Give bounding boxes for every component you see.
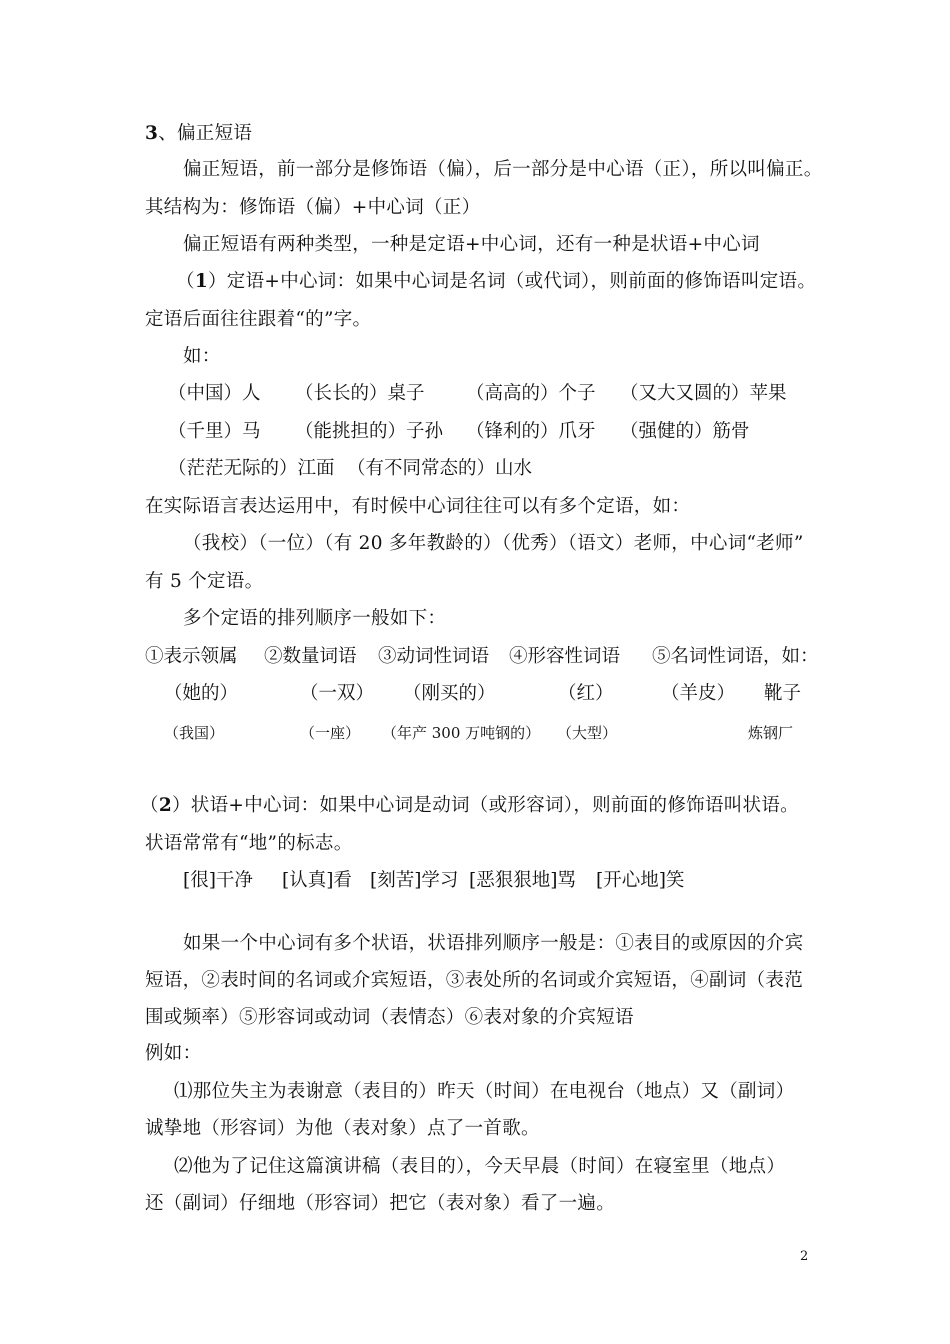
order-example-cell: （我国） (164, 724, 225, 742)
multi-attributive-line-1: 在实际语言表达运用中，有时候中心词往往可以有多个定语，如： (145, 496, 691, 517)
adverbial-example: [刻苦]学习 (370, 870, 459, 891)
sentence-1-line-2: 诚挚地（形容词）为他（表对象）点了一首歌。 (145, 1118, 540, 1139)
multi-attributive-line-3: 有 5 个定语。 (145, 571, 264, 592)
adverbial-order-line-3: 围或频率）⑤形容词或动词（表情态）⑥表对象的介宾短语 (145, 1007, 634, 1028)
section-heading (145, 122, 252, 146)
example-item: （长长的）桌子 (295, 383, 425, 404)
example-item: （锋利的）爪牙 (466, 421, 596, 442)
part2-line-2: 状语常常有“地”的标志。 (145, 833, 353, 854)
adverbial-order-line-1: 如果一个中心词有多个状语，状语排列顺序一般是：①表目的或原因的介宾 (183, 933, 804, 954)
order-item: ⑤名词性词语，如： (652, 646, 819, 667)
part1-number: 1 (194, 271, 208, 292)
sentence-2-line-2: 还（副词）仔细地（形容词）把它（表对象）看了一遍。 (145, 1193, 616, 1214)
page-number: 2 (800, 1249, 809, 1264)
part1-heading: （1）定语+中心词：如果中心词是名词（或代词），则前面的修饰语叫定语。 (176, 271, 817, 292)
order-item: ②数量词语 (264, 646, 357, 667)
example-item: （强健的）筋骨 (620, 421, 750, 442)
example-item: （又大又圆的）苹果 (620, 383, 787, 404)
multi-attributive-line-2: （我校）（一位）（有 20 多年教龄的）（优秀）（语文）老师，中心词“老师” (183, 533, 804, 554)
order-example-cell: （一双） (300, 683, 375, 704)
order-example-cell: （大型） (557, 724, 618, 742)
order-example-cell: （年产 300 万吨钢的） (382, 724, 541, 742)
adverbial-example: [认真]看 (282, 870, 352, 891)
order-example-cell: 靴子 (764, 683, 802, 704)
order-example-cell: （刚买的） (403, 683, 496, 704)
order-example-cell: （红） (558, 683, 614, 704)
sentence-2-line-1: ⑵他为了记住这篇演讲稿（表目的），今天早晨（时间）在寝室里（地点） (174, 1156, 786, 1177)
adverbial-order-line-2: 短语，②表时间的名词或介宾短语，③表处所的名词或介宾短语，④副词（表范 (145, 970, 804, 991)
order-title: 多个定语的排列顺序一般如下： (183, 608, 447, 629)
section-number: 3 (145, 123, 159, 144)
part1-heading-text: ）定语+中心词：如果中心词是名词（或代词），则前面的修饰语叫定语。 (208, 271, 817, 292)
part2-number: 2 (158, 795, 172, 816)
order-item: ④形容性词语 (509, 646, 621, 667)
example-item: （千里）马 (168, 421, 261, 442)
example-item: （能挑担的）子孙 (295, 421, 444, 442)
order-example-cell: （一座） (300, 724, 361, 742)
intro-line-3: 偏正短语有两种类型，一种是定语+中心词，还有一种是状语+中心词 (183, 234, 760, 255)
part1-line-2: 定语后面往往跟着“的”字。 (145, 309, 372, 330)
example-label: 例如： (145, 1043, 202, 1064)
adverbial-example: [开心地]笑 (596, 870, 685, 891)
section-title: 、偏正短语 (158, 123, 253, 144)
intro-line-2: 其结构为：修饰语（偏）+中心词（正） (145, 197, 481, 218)
part2-heading-text: ）状语+中心词：如果中心词是动词（或形容词），则前面的修饰语叫状语。 (172, 795, 799, 816)
sentence-1-line-1: ⑴那位失主为表谢意（表目的）昨天（时间）在电视台（地点）又（副词） (174, 1081, 795, 1102)
adverbial-example: [恶狠狠地]骂 (469, 870, 576, 891)
order-example-cell: 炼钢厂 (748, 724, 794, 742)
order-item: ①表示领属 (145, 646, 238, 667)
order-example-cell: （她的） (164, 683, 239, 704)
adverbial-example: [很]干净 (183, 870, 253, 891)
part2-heading: （2）状语+中心词：如果中心词是动词（或形容词），则前面的修饰语叫状语。 (140, 795, 799, 816)
order-item: ③动词性词语 (378, 646, 490, 667)
example-item: （茫茫无际的）江面 (168, 458, 335, 479)
example-item: （高高的）个子 (466, 383, 596, 404)
part1-ru-label: 如： (183, 346, 221, 367)
example-item: （有不同常态的）山水 (347, 458, 533, 479)
example-item: （中国）人 (168, 383, 261, 404)
order-example-cell: （羊皮） (661, 683, 736, 704)
intro-line-1: 偏正短语，前一部分是修饰语（偏），后一部分是中心语（正），所以叫偏正。 (183, 159, 823, 180)
